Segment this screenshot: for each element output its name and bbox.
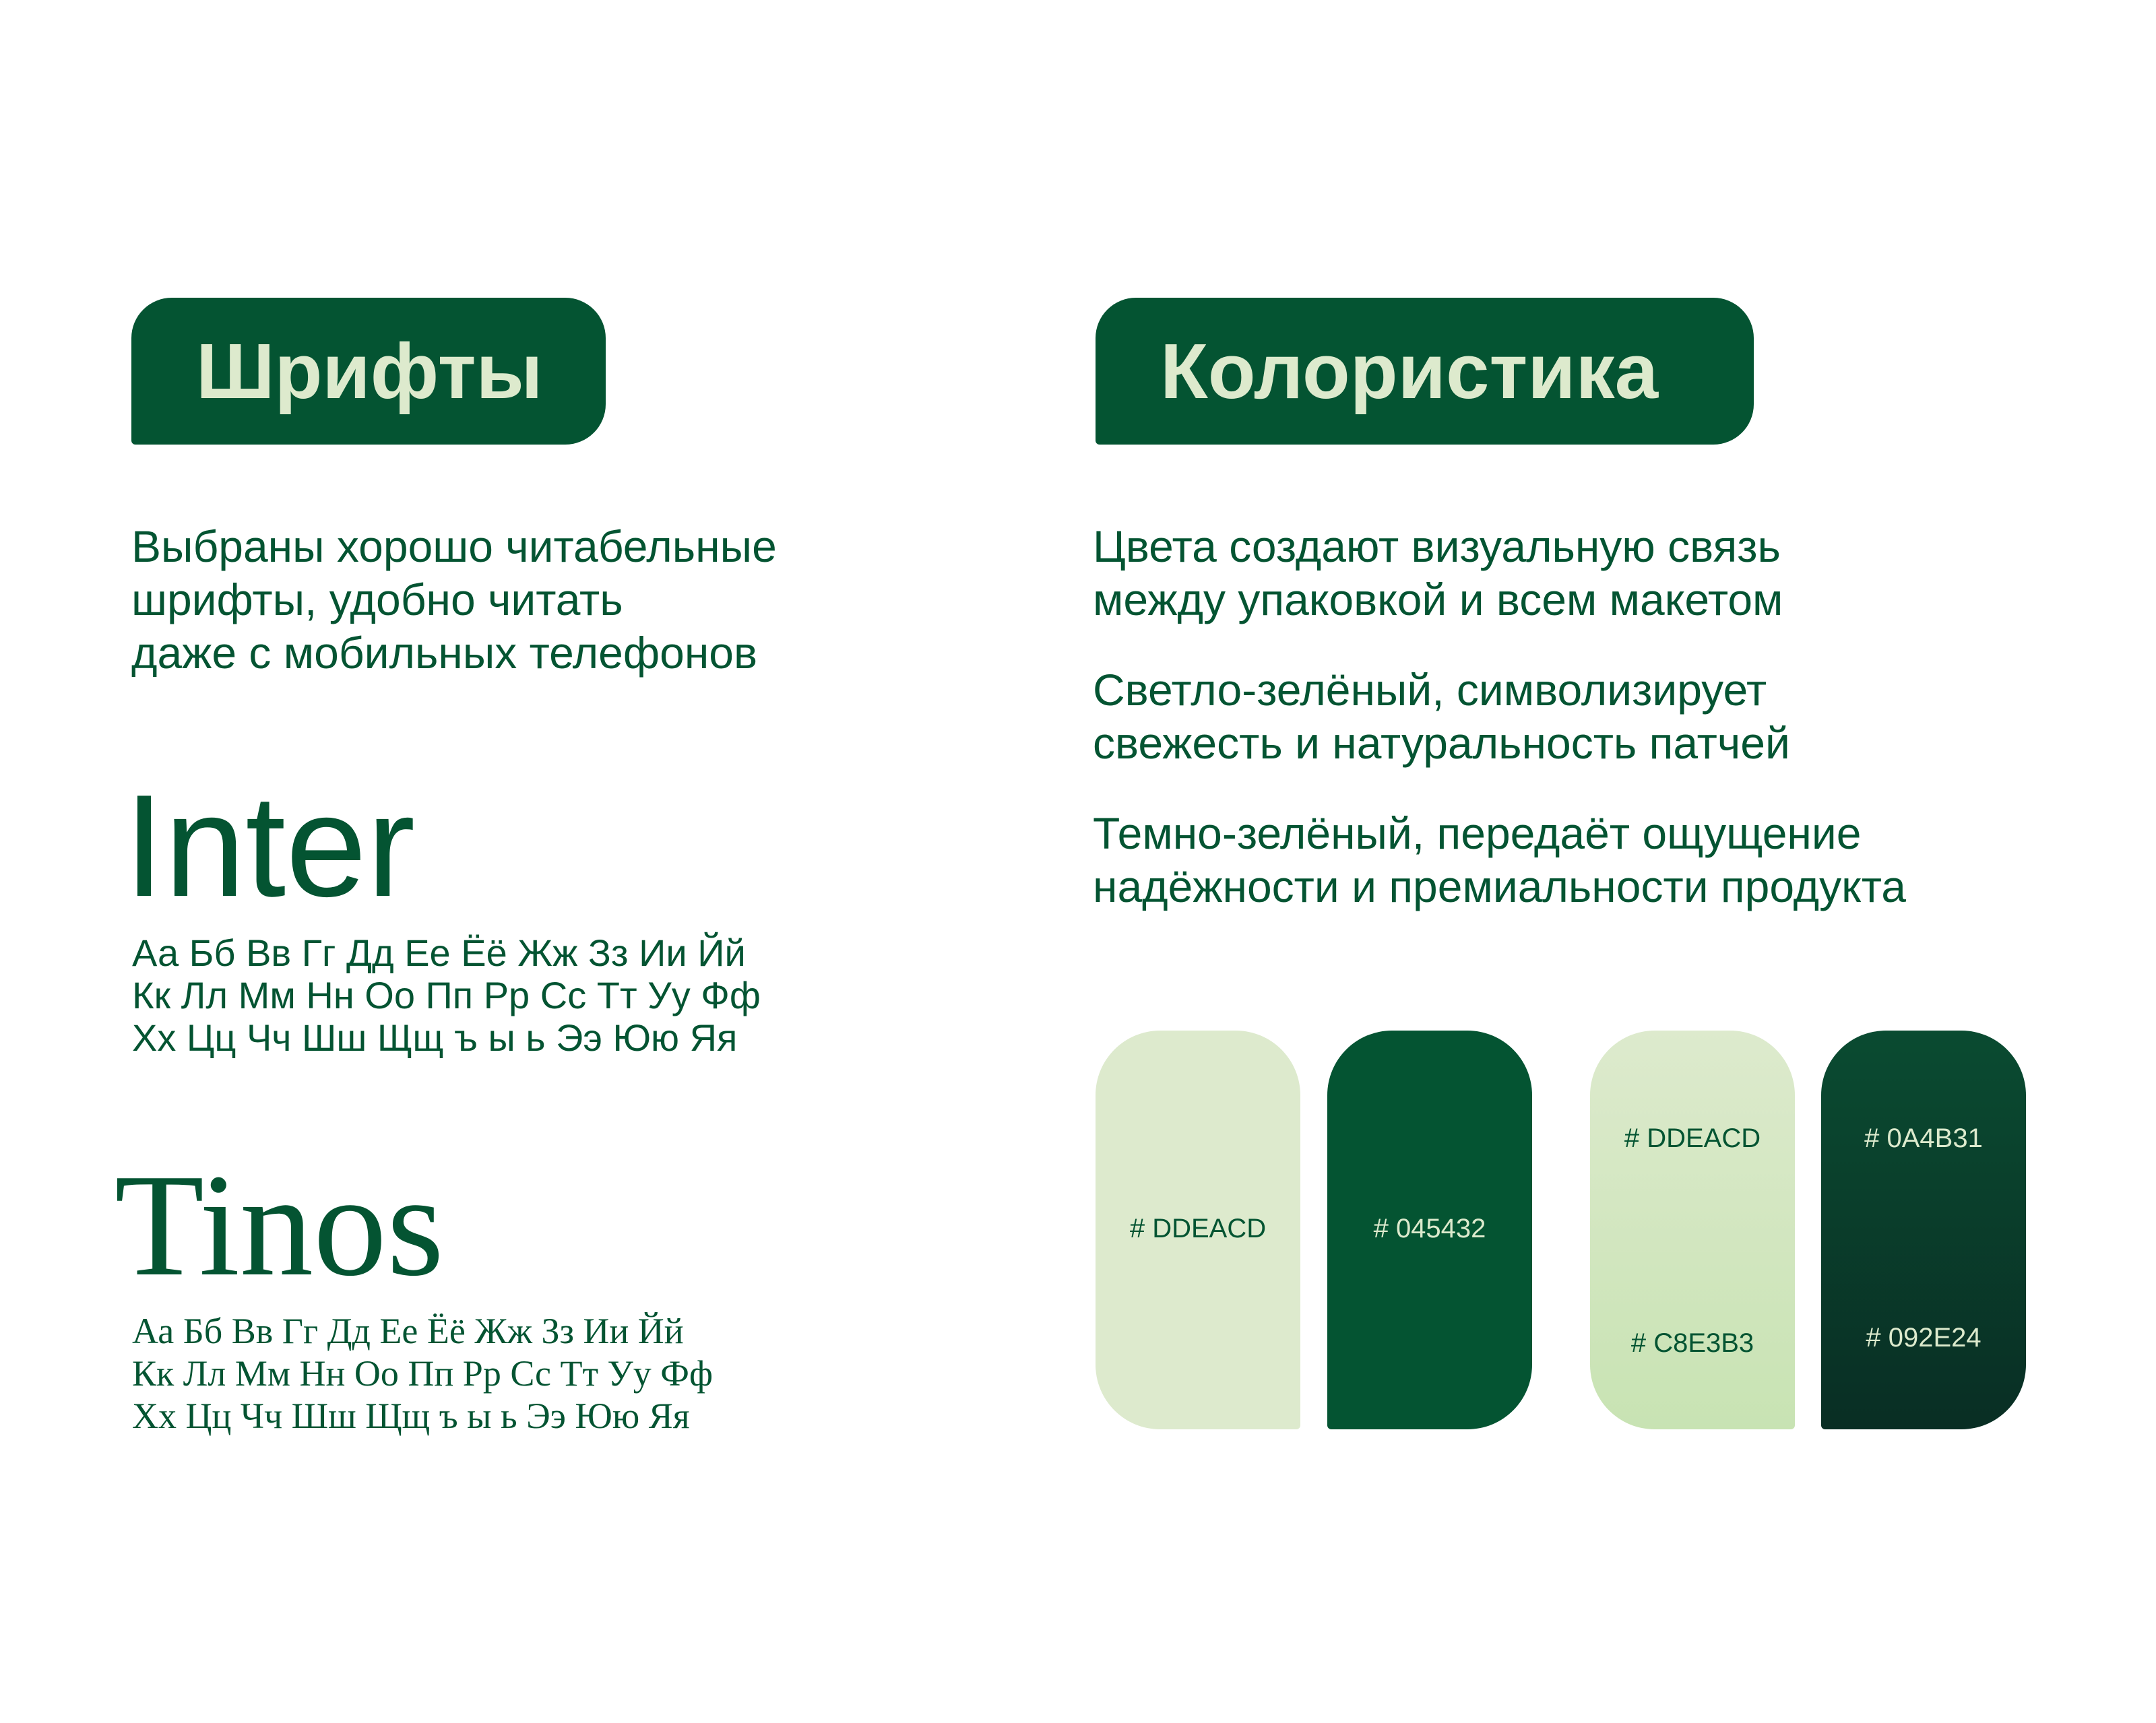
- swatch-label: # DDEACD: [1129, 1214, 1267, 1243]
- swatch-label-bottom: # 092E24: [1866, 1323, 1981, 1353]
- colors-paragraph-3: Темно-зелёный, передаёт ощущение надёжности и премиальности продукта: [1093, 808, 1906, 911]
- tinos-alphabet-sample: Аа Бб Вв Гг Дд Ее Ёё Жж Зз Ии Йй Кк Лл Мм Нн Оо Пп Рр Сс Тт Уу Фф Хх Цц Чч Шш Щщ ъ ы ь Ээ Юю Яя: [132, 1311, 713, 1436]
- swatch-label-top: # 0A4B31: [1864, 1124, 1983, 1153]
- swatch-label-top: # DDEACD: [1624, 1124, 1761, 1153]
- colors-heading: Колористика: [1160, 327, 1659, 415]
- inter-alphabet-sample: Аа Бб Вв Гг Дд Ее Ёё Жж Зз Ии Йй Кк Лл Мм Нн Оо Пп Рр Сс Тт Уу Фф Хх Цц Чч Шш Щщ ъ ы ь Ээ Юю Яя: [132, 932, 761, 1059]
- fonts-heading-badge: [131, 298, 606, 445]
- tinos-font-title: Tinos: [115, 1144, 444, 1307]
- colors-paragraph-1: Цвета создают визуальную связь между упаковкой и всем макетом: [1093, 521, 1783, 624]
- gradient-swatch-light: [1590, 1031, 1795, 1429]
- color-swatch-dark: [1327, 1031, 1532, 1429]
- colors-heading-badge: [1096, 298, 1754, 445]
- swatch-label-bottom: # C8E3B3: [1630, 1328, 1754, 1358]
- swatch-label: # 045432: [1373, 1214, 1486, 1243]
- colors-paragraph-2: Светло-зелёный, символизирует свежесть и натуральность патчей: [1093, 665, 1790, 768]
- color-swatch-light: [1096, 1031, 1300, 1429]
- fonts-description: Выбраны хорошо читабельные шрифты, удобно читать даже с мобильных телефонов: [131, 521, 777, 678]
- fonts-heading: Шрифты: [196, 327, 543, 415]
- gradient-swatch-dark: [1821, 1031, 2026, 1429]
- inter-font-title: Inter: [124, 764, 416, 927]
